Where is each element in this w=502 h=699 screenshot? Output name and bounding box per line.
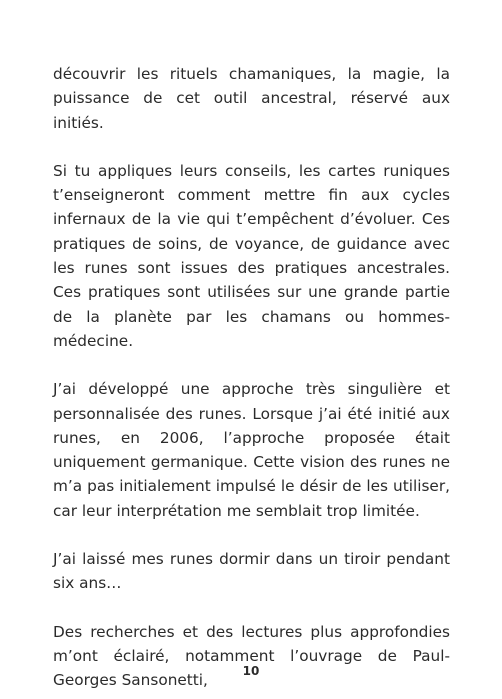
paragraph-1: découvrir les rituels chamaniques, la magie, la puissance de cet outil ancestral, réservé aux initiés.: [53, 65, 450, 132]
paragraph-3: J’ai développé une approche très singulière et personnalisée des runes. Lorsque j’ai été initié aux runes, en 2006, l’approche proposée était uniquement germanique. Cette vision des runes ne m’a pas initialement impulsé le désir de les utiliser, car leur interprétation me semblait trop limitée.: [53, 380, 450, 520]
body-text: [53, 62, 450, 693]
page-number: 10: [242, 664, 260, 678]
paragraph-2: Si tu appliques leurs conseils, les cartes runiques t’enseigneront comment mettre fin aux cycles infernaux de la vie qui t’empêchent d’évoluer. Ces pratiques de soins, de voyance, de guidance avec les runes sont issues des pratiques ancestrales. Ces pratiques sont utilisées sur une grande partie de la planète par les chamans ou hommes-médecine.: [53, 161, 450, 350]
paragraph-5: Des recherches et des lectures plus approfondies m’ont éclairé, notamment l’ouvrage de Paul-Georges Sansonetti,: [53, 622, 450, 690]
paragraph-4: J’ai laissé mes runes dormir dans un tiroir pendant six ans…: [53, 550, 450, 593]
